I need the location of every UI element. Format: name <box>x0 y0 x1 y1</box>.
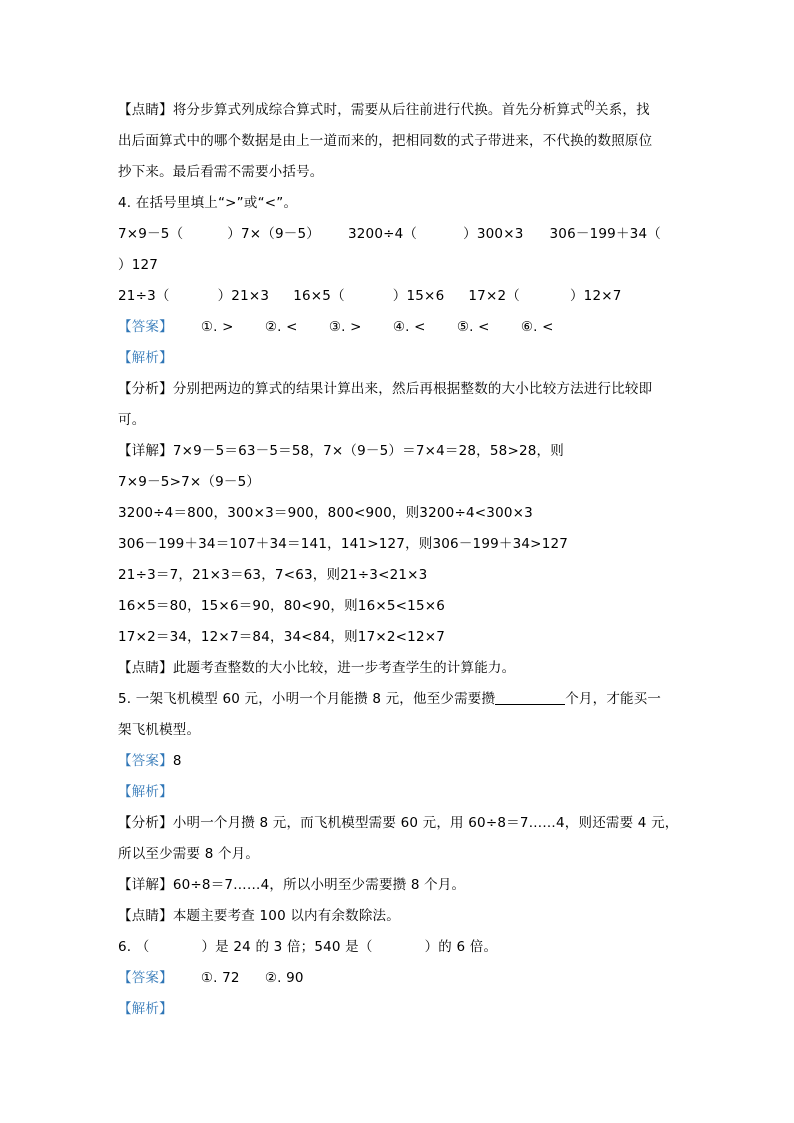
q4-fenxi-line-1: 【分析】分别把两边的算式的结果计算出来，然后再根据整数的大小比较方法进行比较即 <box>118 381 653 397</box>
answer-item: ④. < <box>392 319 426 335</box>
q4-analysis-label: 【解析】 <box>118 350 173 366</box>
q4-row-1: 7×9－5（ ）7×（9－5） 3200÷4（ ）300×3 306－199＋34（ <box>118 226 661 242</box>
q4-tip: 【点睛】此题考查整数的大小比较，进一步考查学生的计算能力。 <box>118 660 516 676</box>
q4-title: 4. 在括号里填上“>”或“<”。 <box>118 195 298 211</box>
answer-label: 【答案】 <box>118 319 173 335</box>
answer-label: 【答案】 <box>118 753 173 769</box>
q4-xiangjie-line: 306－199＋34＝107＋34＝141，141>127，则306－199＋34>127 <box>118 536 569 552</box>
q4-xiangjie-line: 16×5＝80，15×6＝90，80<90，则16×5<15×6 <box>118 598 446 614</box>
q5-analysis-label: 【解析】 <box>118 784 173 800</box>
tip-label: 【点睛】 <box>118 102 173 118</box>
answer-item: ③. > <box>328 319 362 335</box>
answer-label: 【答案】 <box>118 970 173 986</box>
tip-line-1: 【点睛】将分步算式列成综合算式时，需要从后往前进行代换。首先分析算式$^的$关系，找 <box>118 99 650 118</box>
answer-item: ②. < <box>264 319 298 335</box>
answer-item: ②. 90 <box>264 970 304 986</box>
answer-blank <box>495 690 565 705</box>
q5-answer: 【答案】8 <box>118 753 182 769</box>
answer-item: ⑥. < <box>520 319 554 335</box>
q5-fenxi-line-2: 所以至少需要 8 个月。 <box>118 846 260 862</box>
q4-xiangjie-line: 21÷3＝7，21×3＝63，7<63，则21÷3<21×3 <box>118 567 428 583</box>
q5-tip: 【点睛】本题主要考查 100 以内有余数除法。 <box>118 908 400 924</box>
tip-line-2: 出后面算式中的哪个数据是由上一道而来的，把相同数的式子带进来，不代换的数照原位 <box>118 133 653 149</box>
q4-xiangjie-line: 17×2＝34，12×7＝84，34<84，则17×2<12×7 <box>118 629 446 645</box>
q6-analysis-label: 【解析】 <box>118 1001 173 1017</box>
q4-answer <box>118 317 585 337</box>
answer-item: ⑤. < <box>456 319 490 335</box>
q5-xiangjie: 【详解】60÷8＝7……4，所以小明至少需要攒 8 个月。 <box>118 877 466 893</box>
answer-item: ①. > <box>200 319 234 335</box>
q4-fenxi-line-2: 可。 <box>118 412 146 428</box>
q4-xiangjie-line: 7×9－5>7×（9－5） <box>118 474 261 490</box>
q4-row-3: 21÷3（ ）21×3 16×5（ ）15×6 17×2（ ）12×7 <box>118 288 622 304</box>
q5-title-line-1: 5. 一架飞机模型 60 元，小明一个月能攒 8 元，他至少需要攒 个月，才能买一 <box>118 691 662 707</box>
answer-item: ①. 72 <box>200 970 240 986</box>
q4-xiangjie-line: 3200÷4＝800，300×3＝900，800<900，则3200÷4<300×3 <box>118 505 533 521</box>
q5-title-line-2: 架飞机模型。 <box>118 722 201 738</box>
q5-fenxi-line-1: 【分析】小明一个月攒 8 元，而飞机模型需要 60 元，用 60÷8＝7……4，则还需要 4 元， <box>118 815 679 831</box>
q6-title: 6. （ ）是 24 的 3 倍；540 是（ ）的 6 倍。 <box>118 939 498 955</box>
q4-row-2: ）127 <box>118 257 159 273</box>
tip-line-3: 抄下来。最后看需不需要小括号。 <box>118 164 324 180</box>
q6-answer <box>118 968 329 988</box>
q4-xiangjie-line-1: 【详解】7×9－5＝63－5＝58，7×（9－5）＝7×4＝28，58>28，则 <box>118 443 564 459</box>
